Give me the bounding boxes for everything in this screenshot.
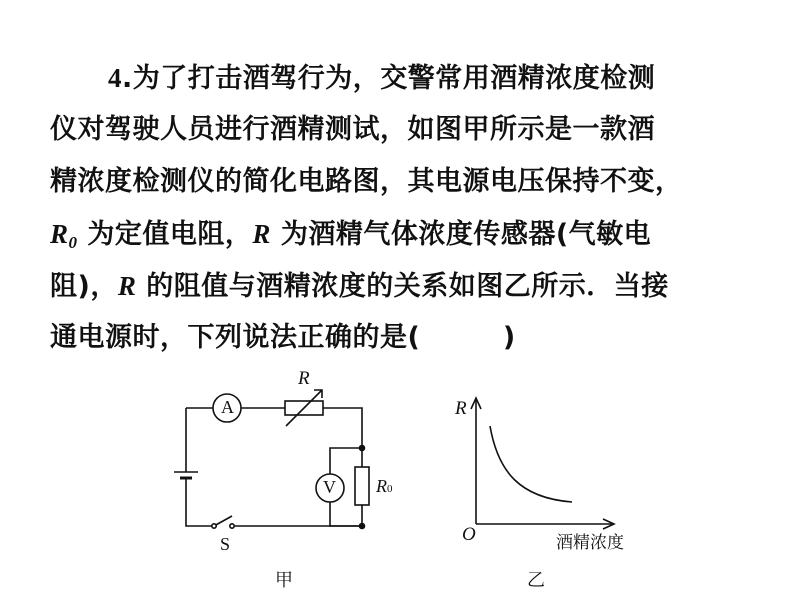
fixed-resistor-label-main: R <box>376 476 387 496</box>
problem-line-6: 通电源时，下列说法正确的是( ) <box>50 322 516 353</box>
fixed-resistor-label <box>376 476 393 497</box>
problem-text-4a: 为定值电阻， <box>77 219 253 250</box>
wire-bottom-left <box>186 482 212 526</box>
fixed-resistor-icon <box>355 467 369 505</box>
switch-contact-right <box>230 524 234 528</box>
symbol-r0 <box>50 219 78 252</box>
problem-text-5a: 阻)， <box>50 271 118 302</box>
switch-contact-left <box>212 524 216 528</box>
symbol-r-2: R <box>117 271 137 301</box>
problem-line-5 <box>50 260 755 312</box>
problem-number: 4 <box>108 63 122 93</box>
problem-line-1 <box>50 52 755 104</box>
switch-label: S <box>220 534 231 554</box>
figure-yi-caption: 乙 <box>527 570 545 591</box>
fixed-resistor-label-sub: 0 <box>387 483 393 495</box>
figure-jia-caption: 甲 <box>275 570 293 591</box>
graph-y-label: R <box>455 398 467 419</box>
wire-top-right <box>323 408 362 448</box>
symbol-r0-sub: 0 <box>68 233 78 252</box>
graph-x-label: 酒精浓度 <box>556 533 624 553</box>
problem-number-dot: . <box>122 63 133 94</box>
sensor-resistor-label: R <box>298 368 310 389</box>
figures-area <box>0 360 800 600</box>
problem-line-3: 精浓度检测仪的简化电路图，其电源电压保持不变， <box>50 166 683 197</box>
resistance-curve <box>490 426 572 502</box>
graph-origin-label: O <box>462 524 476 545</box>
switch-blade-icon <box>214 516 232 526</box>
graph-r-vs-concentration <box>471 398 614 529</box>
problem-text-4b: 为酒精气体浓度传感器(气敏电 <box>270 219 652 250</box>
problem-line-4 <box>50 208 755 260</box>
problem-line-2: 仪对驾驶人员进行酒精测试，如图甲所示是一款酒 <box>50 114 655 145</box>
problem-text-5b: 的阻值与酒精浓度的关系如图乙所示．当接 <box>136 271 669 302</box>
circuit-diagram <box>174 390 369 529</box>
ammeter-label: A <box>221 397 234 417</box>
symbol-r: R <box>252 219 271 249</box>
voltmeter-label: V <box>323 477 336 497</box>
problem-text-1: 为了打击酒驾行为，交警常用酒精浓度检测 <box>132 63 656 94</box>
figures-svg <box>0 360 800 600</box>
problem-statement <box>50 52 755 364</box>
symbol-r0-main: R <box>50 219 69 249</box>
